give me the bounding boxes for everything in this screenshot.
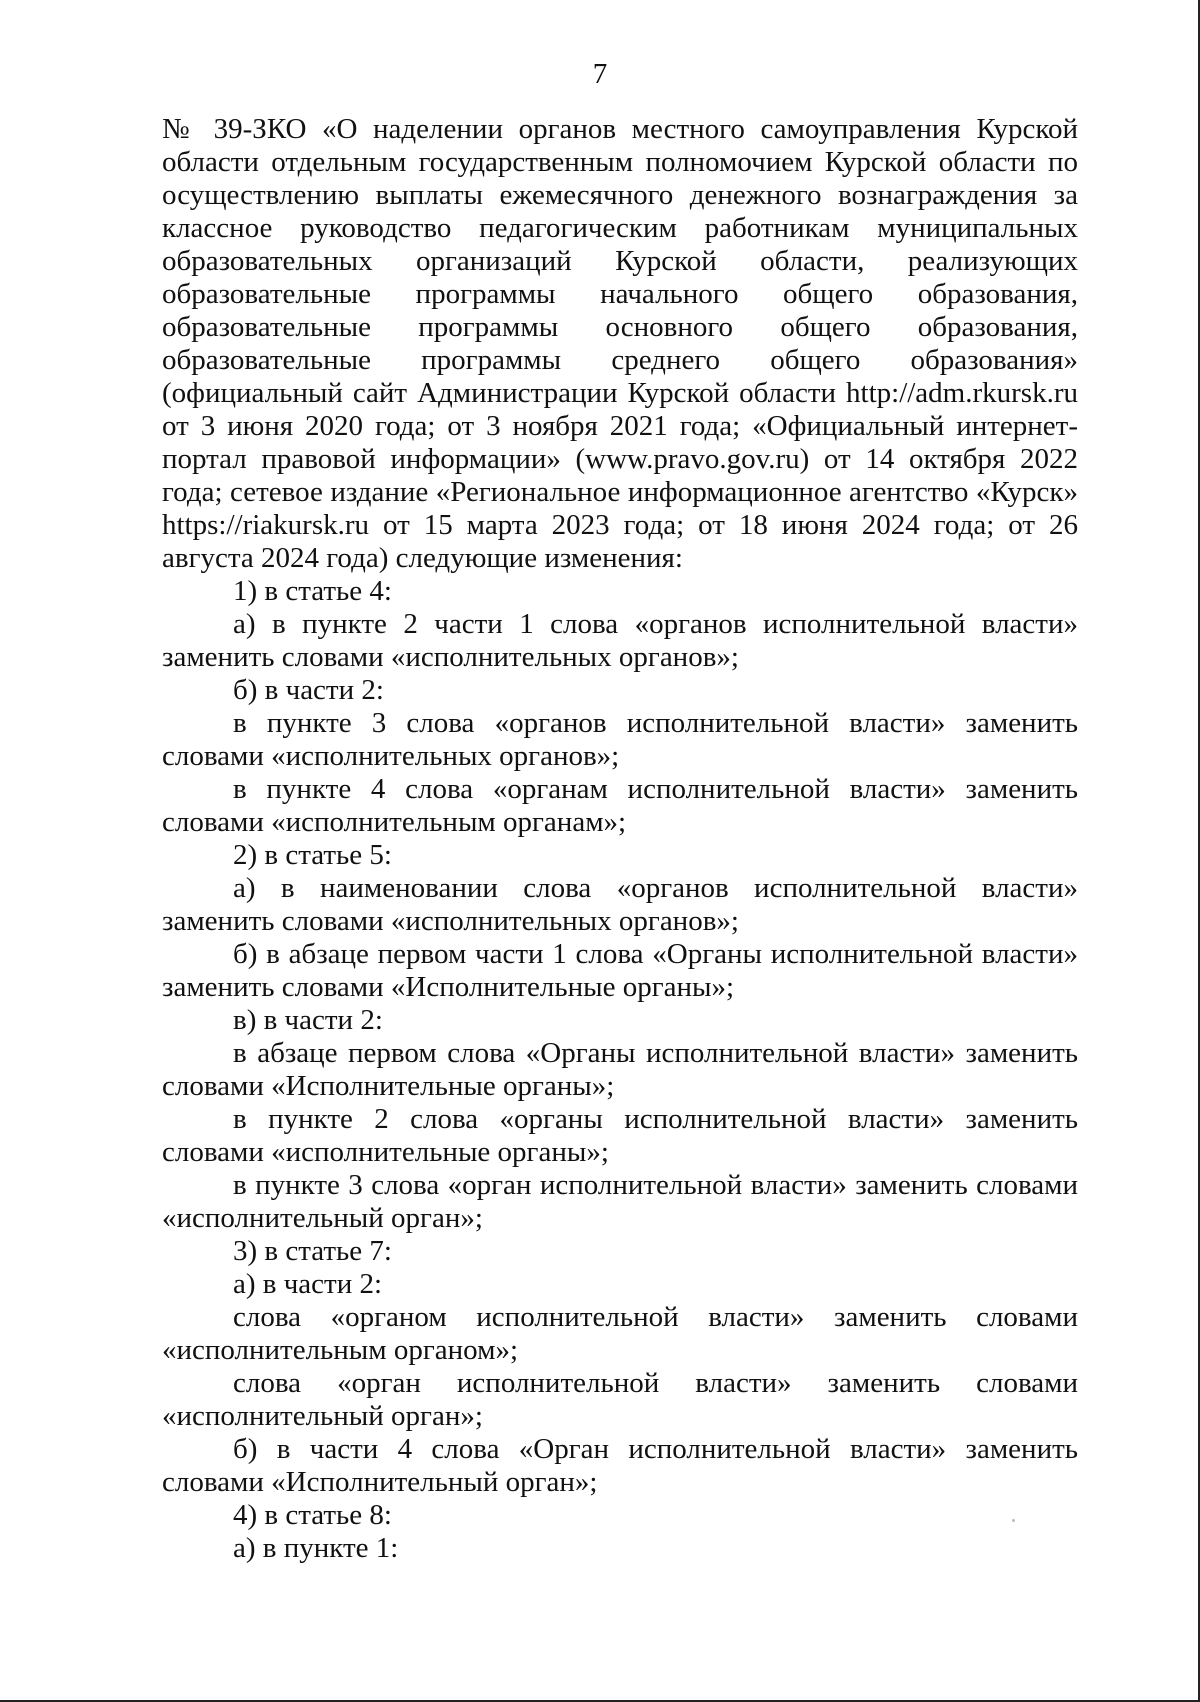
paragraph-subitem: слова «органом исполнительной власти» заменить словами «исполнительным органом»; <box>162 1301 1078 1366</box>
paragraph-subitem: а) в пункте 1: <box>233 1532 399 1564</box>
paragraph-subitem: в пункте 3 слова «органов исполнительной власти» заменить словами «исполнительных органов»; <box>162 707 1078 772</box>
paragraph-subitem: в) в части 2: <box>233 1004 383 1036</box>
paragraph-subitem: в абзаце первом слова «Органы исполнительной власти» заменить словами «Исполнительные органы»; <box>162 1037 1078 1102</box>
paragraph-subitem: в пункте 2 слова «органы исполнительной власти» заменить словами «исполнительные органы»; <box>162 1103 1078 1168</box>
paragraph-item-article-4: 1) в статье 4: <box>233 575 392 607</box>
paragraph-subitem: а) в наименовании слова «органов исполнительной власти» заменить словами «исполнительных органов»; <box>162 872 1078 937</box>
paragraph-subitem: б) в части 2: <box>233 674 384 706</box>
document-body <box>162 113 1078 1565</box>
paragraph-subitem: б) в части 4 слова «Орган исполнительной власти» заменить словами «Исполнительный орган»; <box>162 1433 1078 1498</box>
page-number: 7 <box>592 58 608 90</box>
paragraph-item-article-7: 3) в статье 7: <box>233 1235 392 1267</box>
paragraph-item-article-8: 4) в статье 8: <box>233 1499 392 1531</box>
paragraph-subitem: в пункте 4 слова «органам исполнительной власти» заменить словами «исполнительным органам»; <box>162 773 1078 838</box>
paragraph-subitem: в пункте 3 слова «орган исполнительной власти» заменить словами «исполнительный орган»; <box>162 1169 1078 1234</box>
paragraph-subitem: а) в части 2: <box>233 1268 383 1300</box>
paragraph-item-article-5: 2) в статье 5: <box>233 839 392 871</box>
paragraph-subitem: б) в абзаце первом части 1 слова «Органы исполнительной власти» заменить словами «Исполнительные органы»; <box>162 938 1078 1003</box>
paragraph-continuation: № 39-ЗКО «О наделении органов местного самоуправления Курской области отдельным государственным полномочием Курской области по осуществлению выплаты ежемесячного денежного вознаграждения за классное руководство педагогическим работникам муниципальных образовательных организаций Курской области, реализующих образовательные программы начального общего образования, образовательные программы основного общего образования, образовательные программы среднего общего образования» (официальный сайт Администрации Курской области http://adm.rkursk.ru от 3 июня 2020 года; от 3 ноября 2021 года; «Официальный интернет-портал правовой информации» (www.pravo.gov.ru) от 14 октября 2022 года; сетевое издание «Региональное информационное агентство «Курск» https://riakursk.ru от 15 марта 2023 года; от 18 июня 2024 года; от 26 августа 2024 года) следующие изменения: <box>162 113 1078 574</box>
scan-dot <box>1012 1519 1015 1522</box>
paragraph-subitem: а) в пункте 2 части 1 слова «органов исполнительной власти» заменить словами «исполнительных органов»; <box>162 608 1078 673</box>
paragraph-subitem: слова «орган исполнительной власти» заменить словами «исполнительный орган»; <box>162 1367 1078 1432</box>
